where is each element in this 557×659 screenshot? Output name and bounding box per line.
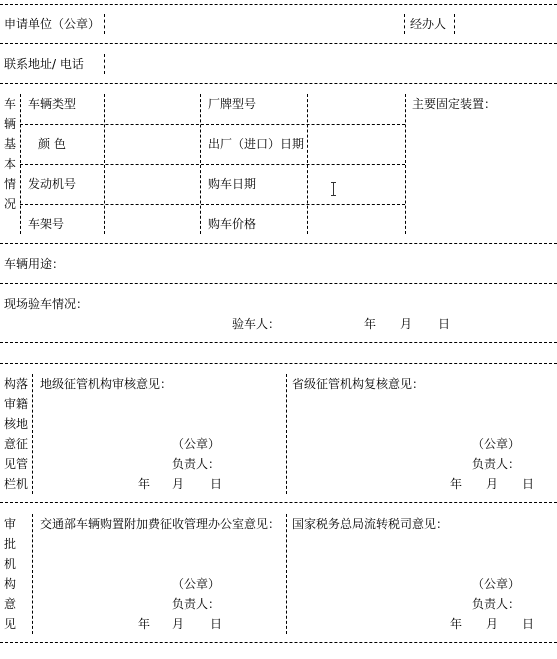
seal-label: （公章） [472,437,521,451]
divider [104,94,105,234]
day-label: 日 [210,477,223,491]
approval-side-char: 意 [4,597,17,611]
local-side-char: 审籍 [4,397,29,411]
month-label: 月 [400,317,413,331]
local-side-char: 见管 [4,457,29,471]
day-label: 日 [210,617,223,631]
divider [0,243,557,244]
vehicle-section-char: 况 [4,197,17,211]
approval-side-char: 审 [4,517,17,531]
approval-side-char: 机 [4,557,17,571]
divider [104,14,105,34]
divider [20,204,405,205]
divider [20,124,405,125]
tax-opinion-label: 国家税务总局流转税司意见： [292,517,449,531]
contact-label: 联系地址/ 电话 [4,57,84,71]
local-side-char: 栏机 [4,477,29,491]
seal-label: （公章） [472,577,521,591]
year-label: 年 [450,617,463,631]
vehicle-section-char: 辆 [4,117,17,131]
main-equipment-label: 主要固定装置： [412,97,497,111]
divider [0,43,557,44]
divider [0,502,557,503]
month-label: 月 [172,477,185,491]
factory-date-label: 出厂（进口）日期 [208,137,305,151]
divider [0,342,557,343]
month-label: 月 [172,617,185,631]
seal-label: （公章） [172,437,221,451]
divider [20,94,21,234]
day-label: 日 [522,617,535,631]
divider [454,14,455,34]
day-label: 日 [438,317,451,331]
divider [32,514,33,634]
purchase-price-label: 购车价格 [208,217,257,231]
vehicle-section-char: 情 [4,177,17,191]
inspector-label: 验车人： [232,317,281,331]
color-label: 颜 色 [38,137,66,151]
responsible-label: 负责人： [472,457,521,471]
divider [32,374,33,494]
divider [286,514,287,634]
divider [200,94,201,234]
divider [404,14,405,34]
year-label: 年 [138,617,151,631]
vehicle-section-char: 基 [4,137,17,151]
vehicle-use-label: 车辆用途： [4,257,65,271]
vehicle-section-char: 本 [4,157,17,171]
divider [20,164,405,165]
local-side-char: 核地 [4,417,29,431]
handler-label: 经办人 [410,17,447,31]
responsible-label: 负责人： [172,597,221,611]
prov-opinion-label: 省级征管机构复核意见： [292,377,425,391]
inspection-label: 现场验车情况： [4,297,89,311]
brand-model-label: 厂牌型号 [208,97,257,111]
approval-side-char: 构 [4,577,17,591]
year-label: 年 [364,317,377,331]
vehicle-type-label: 车辆类型 [28,97,77,111]
transport-opinion-label: 交通部车辆购置附加费征收管理办公室意见： [40,517,281,531]
responsible-label: 负责人： [172,457,221,471]
divider [0,283,557,284]
divider [0,83,557,84]
divider [0,4,557,5]
engine-no-label: 发动机号 [28,177,77,191]
divider [405,94,406,234]
approval-side-char: 批 [4,537,17,551]
responsible-label: 负责人： [472,597,521,611]
seal-label: （公章） [172,577,221,591]
year-label: 年 [138,477,151,491]
frame-no-label: 车架号 [28,217,65,231]
local-opinion-label: 地级征管机构审核意见： [40,377,173,391]
local-side-char: 构落 [4,377,29,391]
divider [0,642,557,643]
local-side-char: 意征 [4,437,29,451]
divider [0,363,557,364]
vehicle-section-char: 车 [4,97,17,111]
divider [104,54,105,74]
approval-side-char: 见 [4,617,17,631]
day-label: 日 [522,477,535,491]
text-cursor-icon [333,182,339,196]
applicant-unit-label: 申请单位（公章） [4,17,101,31]
month-label: 月 [486,617,499,631]
divider [307,94,308,234]
month-label: 月 [486,477,499,491]
year-label: 年 [450,477,463,491]
purchase-date-label: 购车日期 [208,177,257,191]
divider [286,374,287,494]
